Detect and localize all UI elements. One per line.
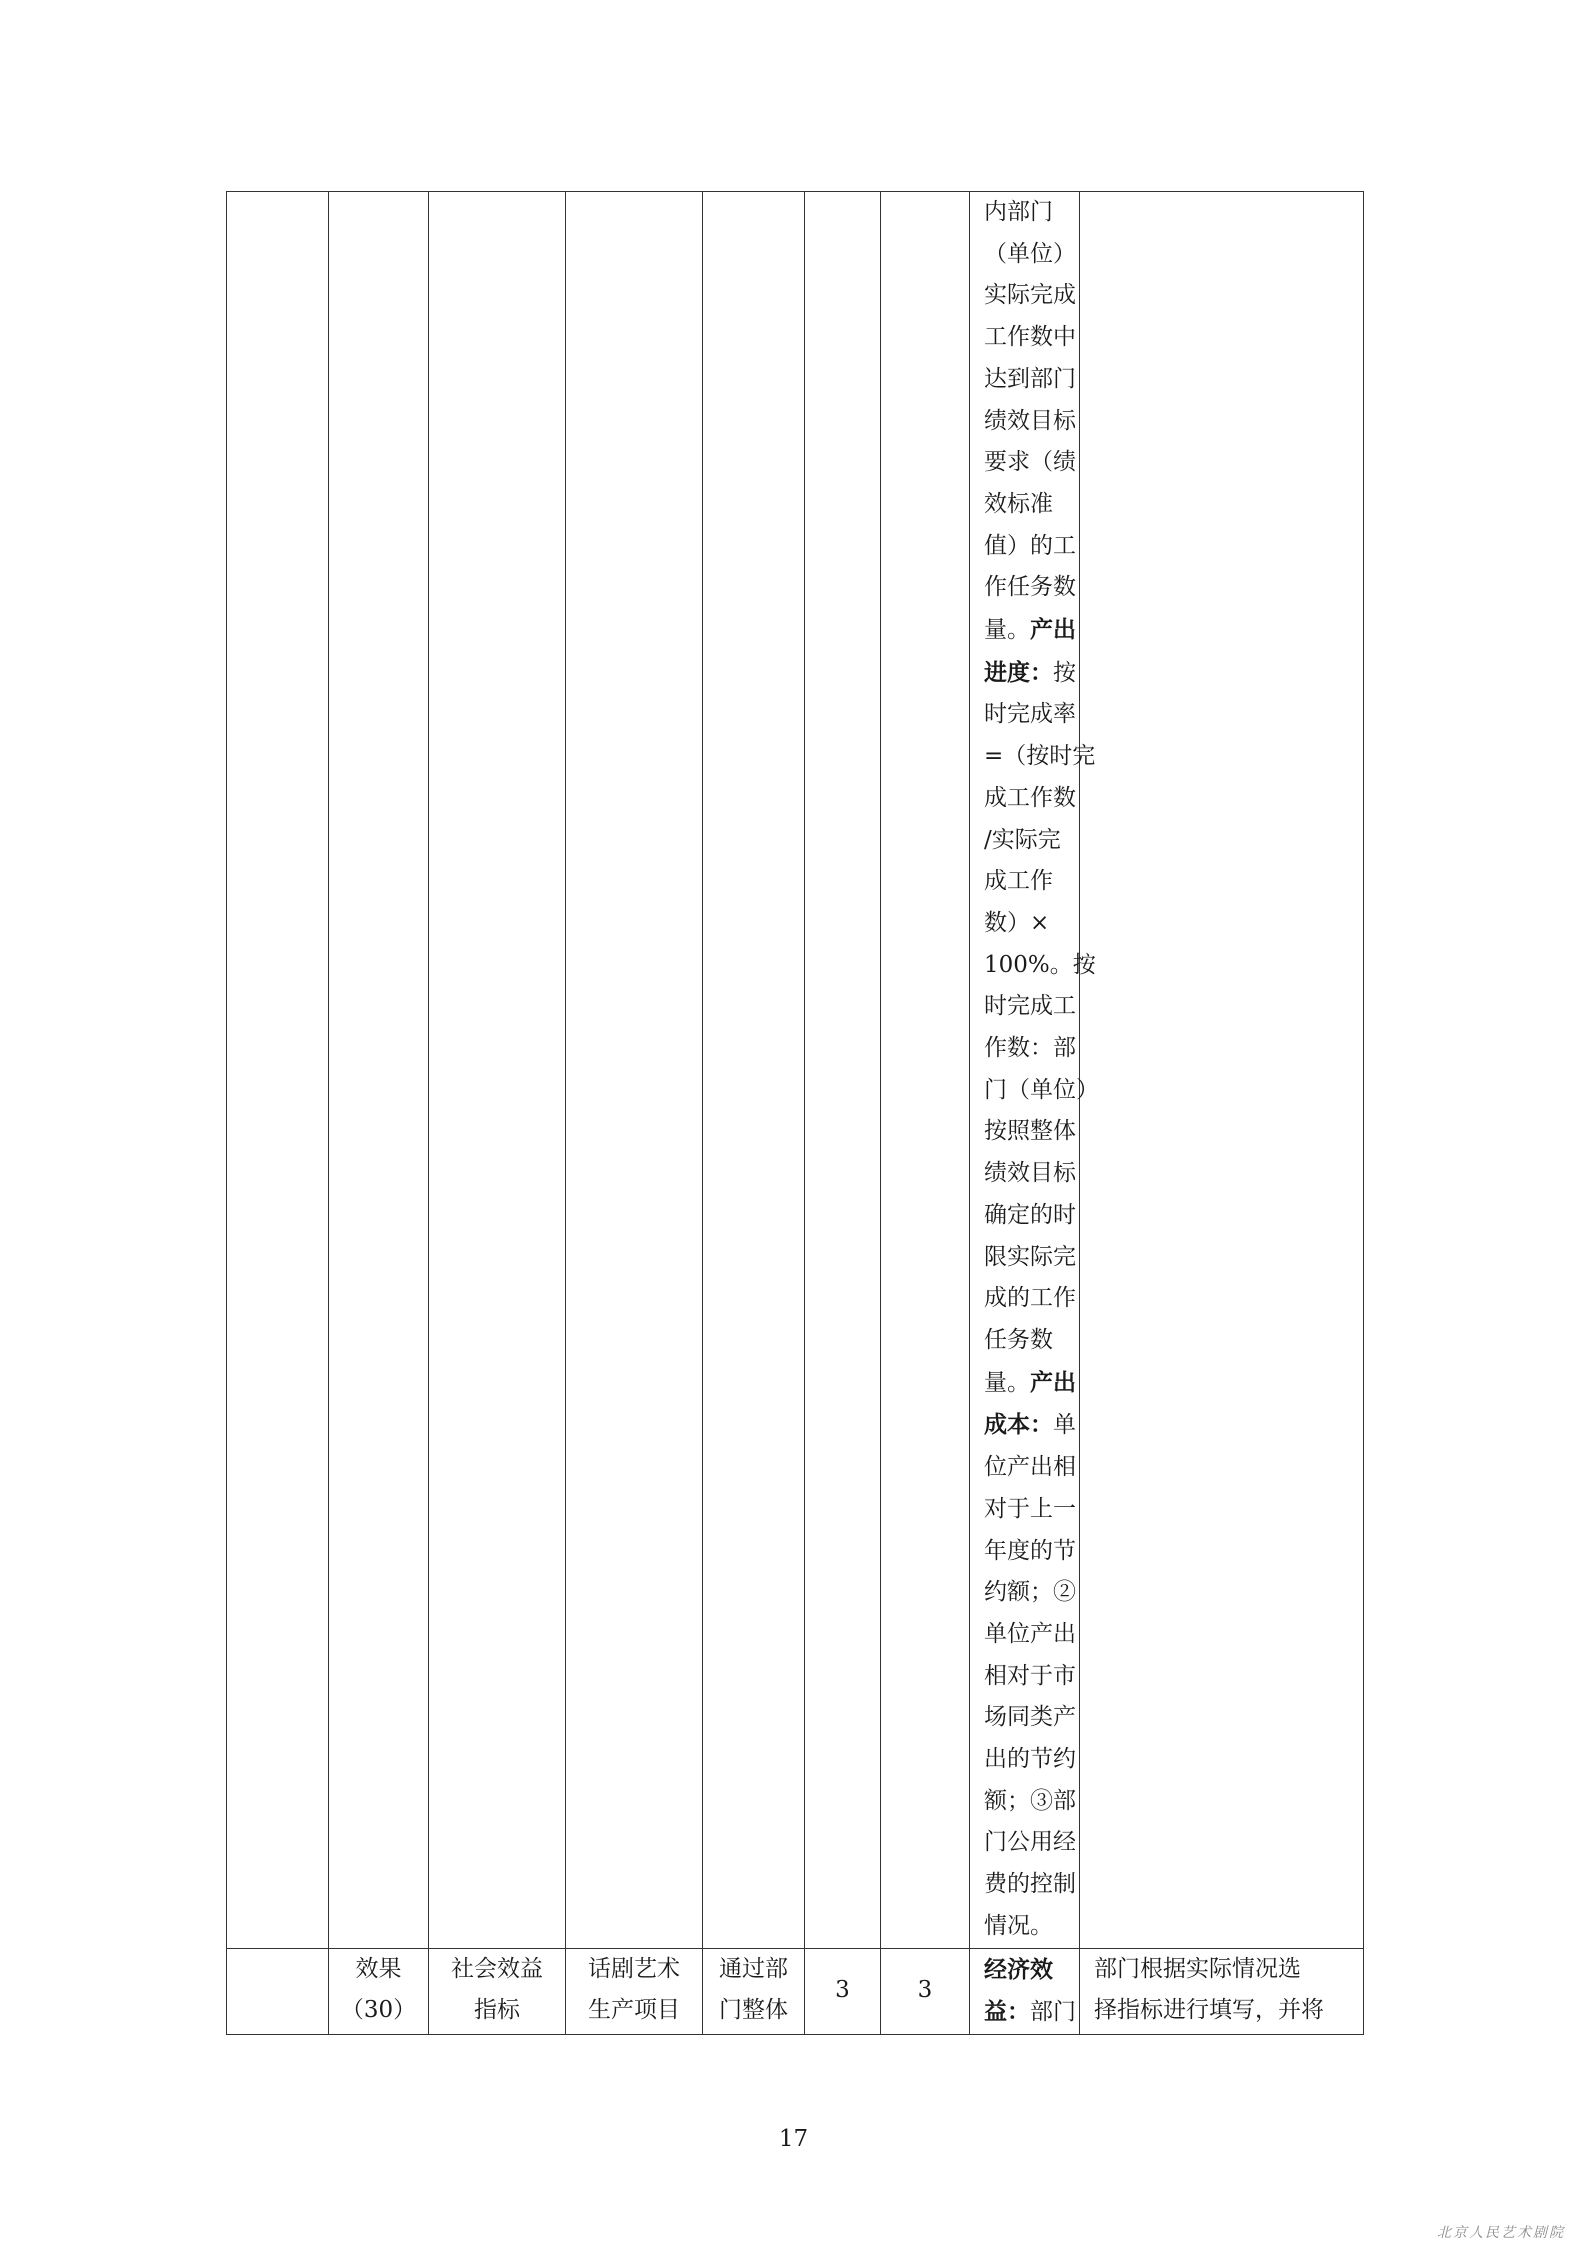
description-text: =（按时完	[984, 743, 1096, 770]
description-text: 门（单位）	[984, 1076, 1099, 1103]
description-text: 额；③部	[984, 1787, 1076, 1814]
description-text: 情况。	[984, 1912, 1053, 1939]
description-text: 作数：部	[984, 1035, 1076, 1062]
description-bold-text: 成本：	[984, 1411, 1053, 1439]
table-cell-level1	[329, 1948, 429, 2034]
target-line: 门整体	[719, 1997, 788, 2024]
description-text: 值）的工	[984, 532, 1076, 559]
table-cell-weight: 3	[805, 1948, 881, 2034]
description-text: 作任务数	[984, 574, 1076, 601]
description-bold-text: 产出	[1030, 1368, 1076, 1396]
description-text: 时完成工	[984, 993, 1076, 1020]
description-bold-text: 益：	[984, 1998, 1030, 2026]
description-bold-text: 进度：	[984, 658, 1053, 686]
description-line	[984, 1949, 1075, 1992]
description-line	[984, 1111, 1075, 1153]
description-text: 出的节约	[984, 1746, 1076, 1773]
description-line	[984, 861, 1075, 903]
description-text: 效标准	[984, 490, 1053, 517]
description-line	[984, 401, 1075, 443]
description-line	[984, 1278, 1075, 1320]
description-line	[984, 1195, 1075, 1237]
description-line	[984, 736, 1096, 778]
description-text: 约额；②	[984, 1579, 1076, 1606]
description-line	[984, 1404, 1075, 1447]
description-line	[984, 609, 1075, 652]
description-text: 成的工作	[984, 1285, 1076, 1312]
description-line	[984, 1237, 1075, 1279]
table-cell-level2	[429, 1948, 566, 2034]
table-cell-category	[227, 1948, 329, 2034]
description-line	[984, 1153, 1075, 1195]
description-line	[984, 1822, 1075, 1864]
description-text: 实际完成	[984, 282, 1076, 309]
description-line	[984, 1614, 1075, 1656]
description-text: 绩效目标	[984, 407, 1076, 434]
description-text: 数）×	[984, 909, 1050, 936]
table-cell-level1	[329, 192, 429, 1949]
description-text: 任务数	[984, 1326, 1053, 1353]
table-cell-level2	[429, 192, 566, 1949]
description-line	[984, 192, 1075, 234]
table-cell-description	[970, 192, 1099, 1949]
description-line	[984, 1697, 1075, 1739]
description-text: （单位）	[984, 240, 1076, 267]
description-line	[984, 903, 1075, 945]
description-line	[984, 317, 1075, 359]
table-cell-note	[1080, 1948, 1364, 2034]
description-text: 时完成率	[984, 701, 1076, 728]
table-row-continuation	[227, 192, 1364, 1949]
description-line	[984, 945, 1096, 987]
description-text: 对于上一	[984, 1495, 1076, 1522]
description-text: 按照整体	[984, 1118, 1076, 1145]
table-cell-note	[1080, 192, 1364, 1949]
description-line	[984, 1070, 1099, 1112]
description-line	[984, 1864, 1075, 1906]
description-text: 门公用经	[984, 1829, 1076, 1856]
description-line	[984, 1362, 1075, 1405]
description-bold-text: 产出	[1030, 616, 1076, 644]
description-text: 要求（绩	[984, 449, 1076, 476]
description-text: 工作数中	[984, 324, 1076, 351]
description-line	[984, 1489, 1075, 1531]
description-line	[984, 1320, 1075, 1362]
description-line	[984, 1739, 1075, 1781]
description-line	[984, 694, 1075, 736]
description-line	[984, 778, 1075, 820]
description-text: 限实际完	[984, 1243, 1076, 1270]
description-text: 成工作数	[984, 784, 1076, 811]
description-text: /实际完	[984, 826, 1061, 853]
table-cell-weight	[805, 192, 881, 1949]
description-line	[984, 442, 1075, 484]
level2-line: 社会效益	[451, 1955, 543, 1982]
table-cell-category	[227, 192, 329, 1949]
table-row-effect	[227, 1948, 1364, 2034]
description-text: 按	[1053, 659, 1076, 686]
description-line	[984, 820, 1075, 862]
description-line	[984, 359, 1075, 401]
description-text: 绩效目标	[984, 1160, 1076, 1187]
level1-line: （30）	[340, 1997, 417, 2024]
description-line	[984, 484, 1075, 526]
table-cell-score	[881, 192, 970, 1949]
page-number: 17	[778, 2126, 809, 2152]
indicator-line: 生产项目	[588, 1997, 680, 2024]
description-text: 量。	[984, 617, 1030, 644]
description-line	[984, 1572, 1075, 1614]
indicator-line: 话剧艺术	[588, 1955, 680, 1982]
description-text: 成工作	[984, 868, 1053, 895]
description-line	[984, 567, 1075, 609]
watermark-stamp: 北京人民艺术剧院	[1437, 2225, 1565, 2241]
description-text: 场同类产	[984, 1704, 1076, 1731]
table-cell-indicator	[566, 1948, 703, 2034]
description-text: 内部门	[984, 199, 1053, 225]
description-line	[984, 1028, 1075, 1070]
description-text: 相对于市	[984, 1662, 1076, 1689]
description-text: 单位产出	[984, 1620, 1076, 1647]
description-text: 年度的节	[984, 1537, 1076, 1564]
description-text: 确定的时	[984, 1201, 1076, 1228]
description-line	[984, 1991, 1075, 2034]
description-line	[984, 234, 1075, 276]
level2-line: 指标	[474, 1997, 520, 2024]
description-line	[984, 1447, 1075, 1489]
description-line	[984, 652, 1075, 695]
performance-table	[226, 191, 1364, 2035]
table-cell-target	[703, 192, 805, 1949]
level1-line: 效果	[355, 1955, 402, 1982]
note-line: 部门根据实际情况选	[1094, 1955, 1301, 1982]
description-text: 100%。按	[984, 951, 1096, 978]
description-text: 量。	[984, 1369, 1030, 1396]
description-line	[984, 275, 1075, 317]
description-line	[984, 986, 1075, 1028]
description-text: 达到部门	[984, 365, 1076, 392]
target-line: 通过部	[719, 1955, 788, 1982]
description-line	[984, 526, 1075, 568]
table-cell-indicator	[566, 192, 703, 1949]
description-line	[984, 1781, 1075, 1823]
table-cell-score: 3	[881, 1948, 970, 2034]
table-cell-description	[970, 1948, 1080, 2034]
note-line: 择指标进行填写，并将	[1094, 1997, 1324, 2024]
description-text: 部门	[1030, 1999, 1076, 2026]
description-text: 位产出相	[984, 1454, 1076, 1481]
description-text: 费的控制	[984, 1871, 1076, 1898]
table-cell-target	[703, 1948, 805, 2034]
description-bold-text: 经济效	[984, 1955, 1053, 1983]
description-line	[984, 1656, 1075, 1698]
description-line	[984, 1906, 1075, 1948]
description-text: 单	[1053, 1412, 1076, 1439]
description-line	[984, 1531, 1075, 1573]
